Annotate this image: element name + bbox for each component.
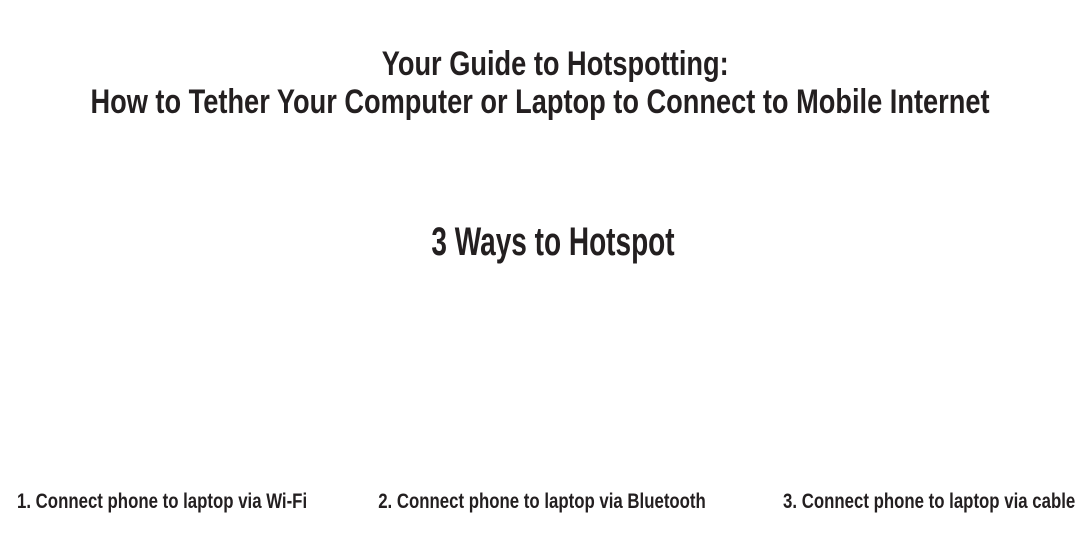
page-title-line-1: Your Guide to Hotspotting: — [381, 45, 729, 83]
caption-connect-via-cable: 3. Connect phone to laptop via cable — [782, 490, 1075, 513]
caption-connect-via-bluetooth: 2. Connect phone to laptop via Bluetooth — [378, 490, 706, 513]
section-heading: 3 Ways to Hotspot — [431, 220, 675, 264]
page-title — [90, 45, 989, 121]
page-title-line-2: How to Tether Your Computer or Laptop to Connect to Mobile Internet — [90, 83, 990, 121]
caption-connect-via-wifi: 1. Connect phone to laptop via Wi-Fi — [17, 490, 308, 513]
